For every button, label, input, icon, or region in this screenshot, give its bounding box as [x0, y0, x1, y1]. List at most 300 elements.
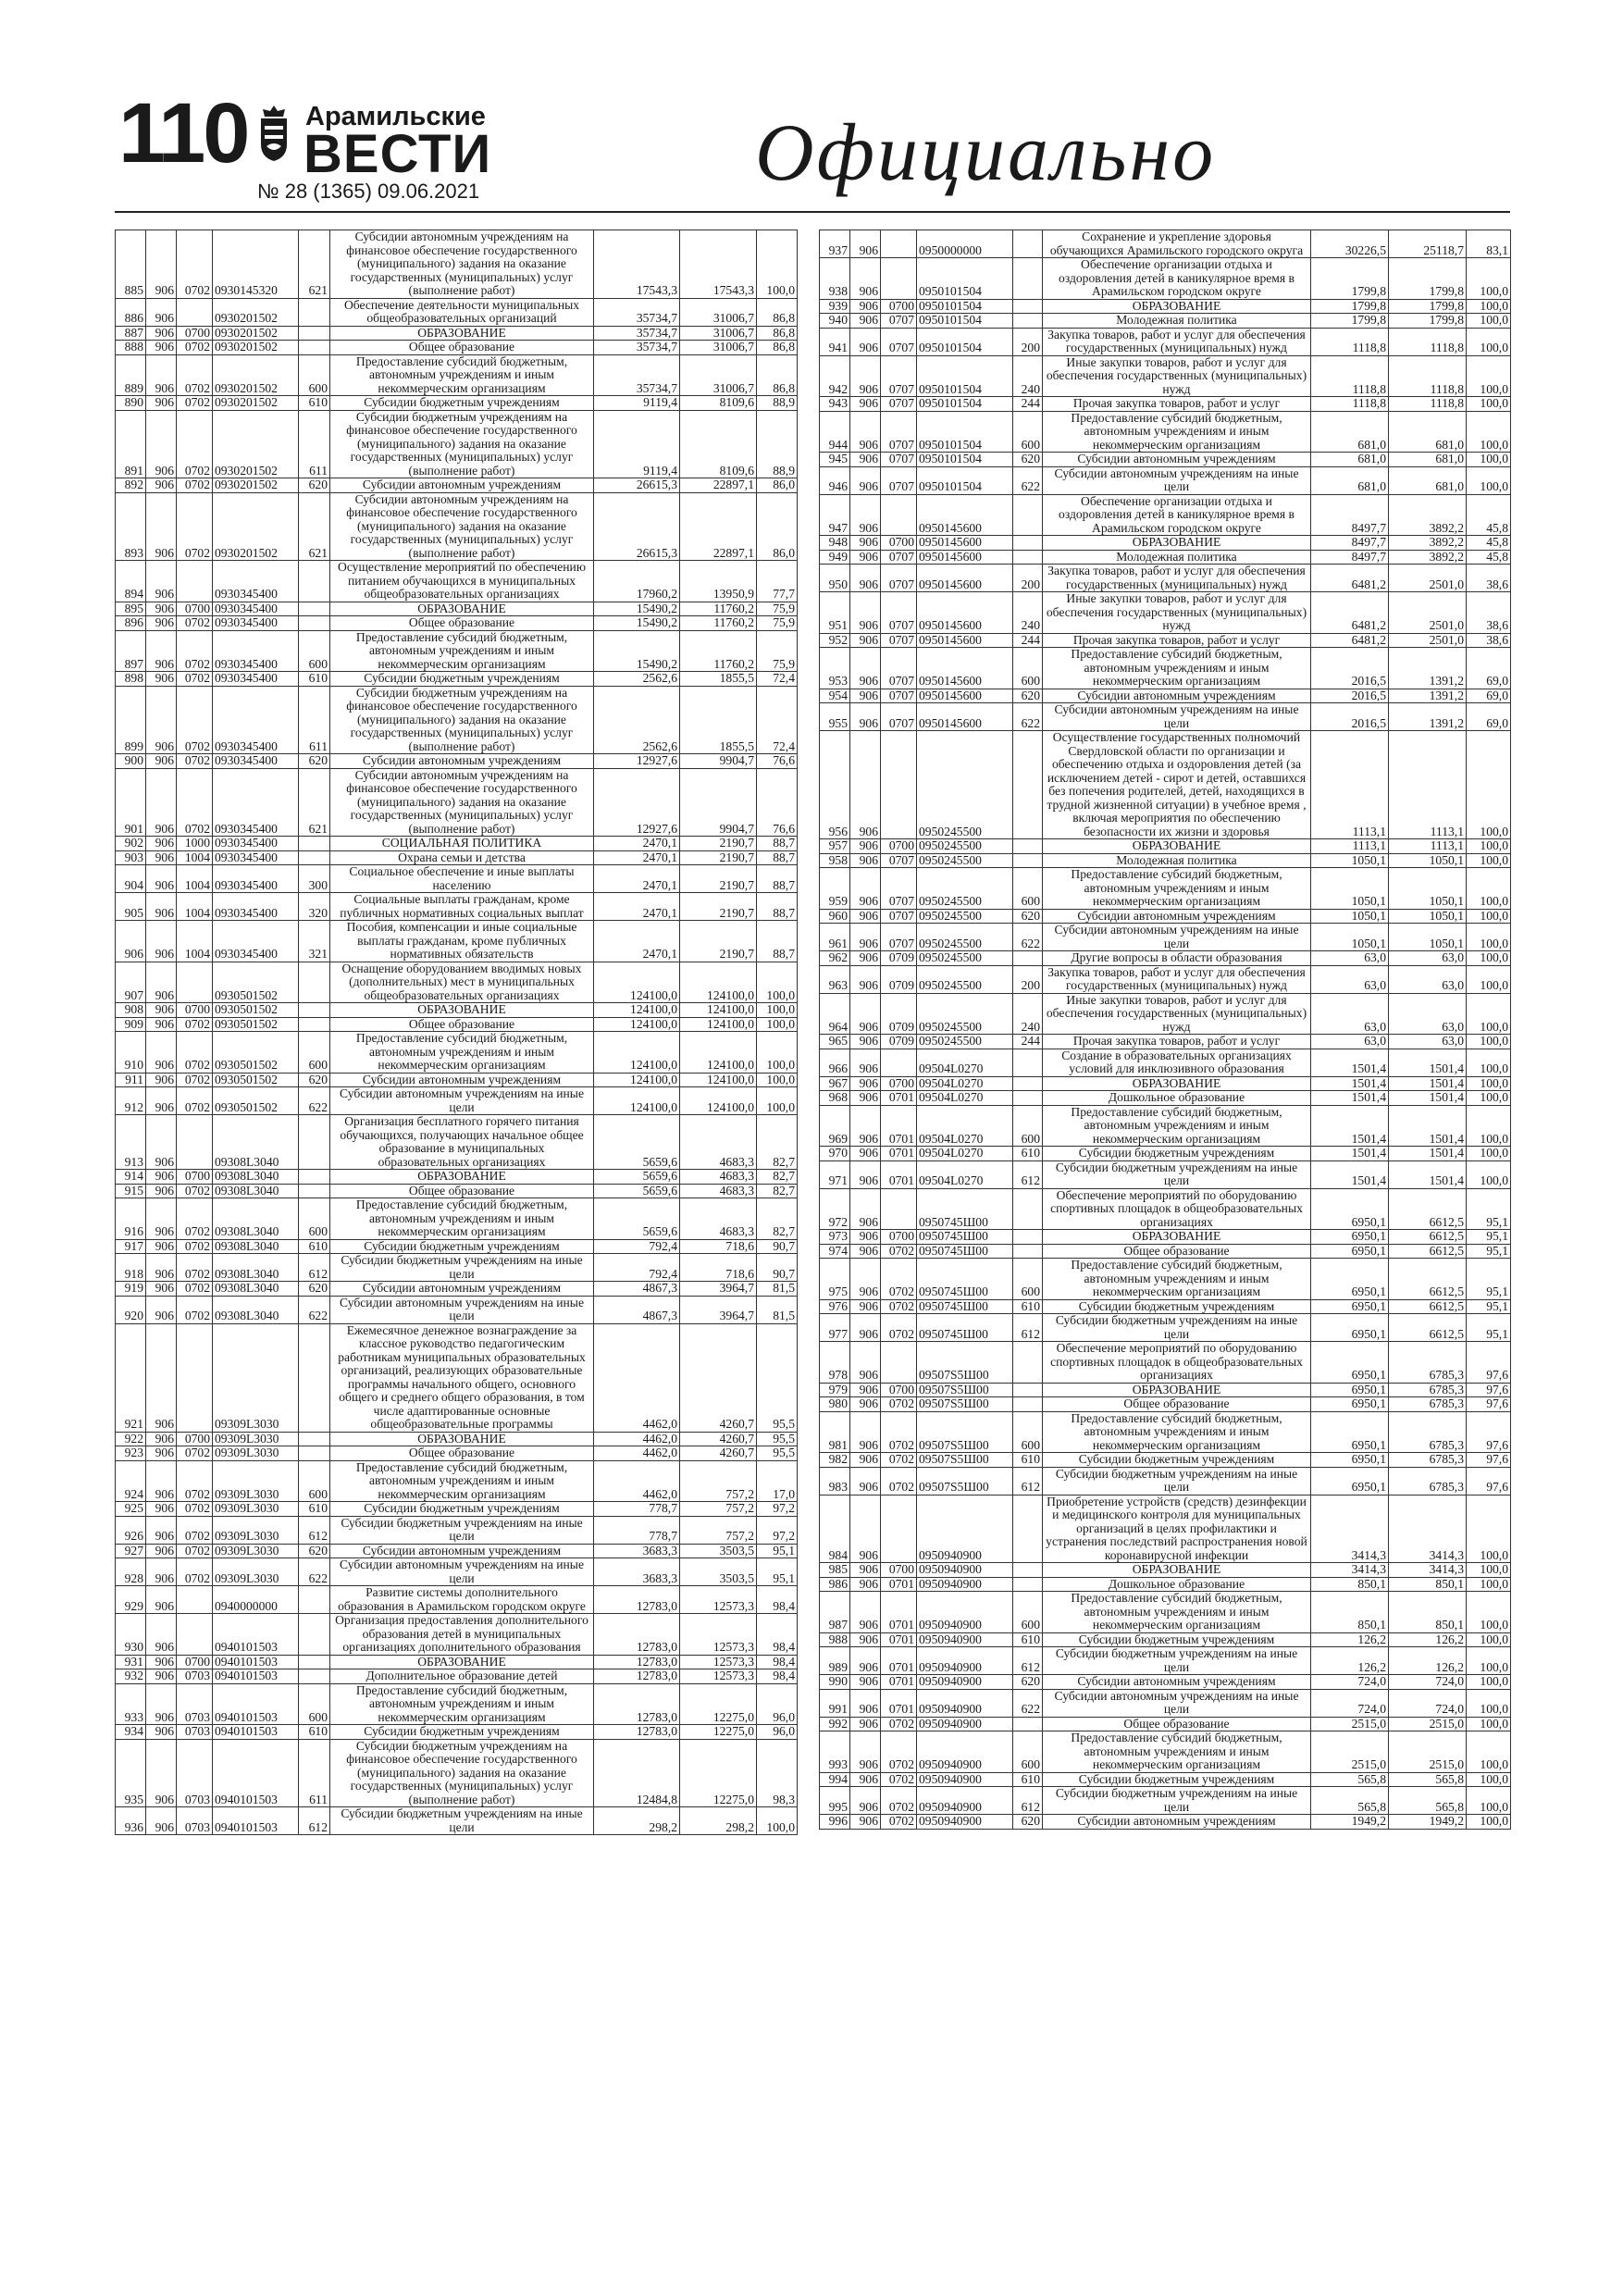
table-row — [116, 1323, 798, 1432]
item-name: Прочая закупка товаров, работ и услуг — [1043, 1035, 1311, 1049]
section-code: 0702 — [177, 1032, 213, 1074]
planned-amount: 681,0 — [1311, 466, 1389, 494]
row-number: 932 — [116, 1669, 146, 1684]
planned-amount: 8497,7 — [1311, 494, 1389, 536]
expense-type — [1013, 494, 1043, 536]
item-name: Общее образование — [330, 341, 594, 355]
table-row — [820, 1815, 1511, 1830]
executed-amount: 12275,0 — [680, 1725, 757, 1740]
expense-type: 240 — [1013, 355, 1043, 397]
table-row — [820, 1188, 1511, 1230]
row-number: 894 — [116, 561, 146, 602]
expense-type: 612 — [299, 1807, 330, 1835]
expense-type: 321 — [299, 921, 330, 962]
table-row — [820, 1592, 1511, 1633]
ministry-code: 906 — [146, 1073, 177, 1087]
section-code — [177, 1614, 213, 1656]
ministry-code: 906 — [850, 951, 881, 966]
planned-amount: 126,2 — [1311, 1647, 1389, 1675]
percent-executed: 77,7 — [757, 561, 798, 602]
target-code: 0930345400 — [213, 630, 299, 672]
section-code: 0701 — [881, 1091, 917, 1106]
percent-executed: 97,6 — [1467, 1342, 1511, 1384]
expense-type: 612 — [1013, 1314, 1043, 1342]
percent-executed: 88,7 — [757, 921, 798, 962]
planned-amount: 5659,6 — [594, 1115, 680, 1170]
section-code: 0702 — [177, 1239, 213, 1254]
planned-amount: 63,0 — [1311, 993, 1389, 1035]
ministry-code: 906 — [146, 1032, 177, 1074]
target-code: 0930345400 — [213, 616, 299, 631]
percent-executed: 100,0 — [1467, 924, 1511, 951]
table-row — [820, 536, 1511, 551]
budget-table-left — [115, 230, 798, 1835]
table-row — [116, 1502, 798, 1517]
expense-type: 610 — [299, 1239, 330, 1254]
expense-type — [299, 326, 330, 341]
expense-type: 620 — [299, 754, 330, 769]
target-code: 0930201502 — [213, 492, 299, 561]
target-code: 0950940900 — [917, 1731, 1013, 1773]
executed-amount: 3414,3 — [1389, 1563, 1467, 1578]
executed-amount: 1799,8 — [1389, 314, 1467, 329]
item-name: Общее образование — [1043, 1244, 1311, 1259]
item-name: ОБРАЗОВАНИЕ — [1043, 536, 1311, 551]
expense-type — [299, 1586, 330, 1614]
executed-amount: 126,2 — [1389, 1632, 1467, 1647]
section-code: 0700 — [881, 299, 917, 314]
ministry-code: 906 — [146, 410, 177, 478]
executed-amount: 6785,3 — [1389, 1467, 1467, 1495]
item-name: Сохранение и укрепление здоровья обучающихся Арамильского городского округа — [1043, 230, 1311, 258]
ministry-code: 906 — [146, 1614, 177, 1656]
ministry-code: 906 — [850, 565, 881, 592]
row-number: 942 — [820, 355, 850, 397]
target-code: 09507S5Ш00 — [917, 1467, 1013, 1495]
target-code: 0950745Ш00 — [917, 1230, 1013, 1245]
target-code: 0930501502 — [213, 1003, 299, 1018]
expense-type: 320 — [299, 893, 330, 921]
table-row — [820, 1397, 1511, 1412]
percent-executed: 72,4 — [757, 672, 798, 687]
table-row — [820, 550, 1511, 565]
target-code: 0950245500 — [917, 731, 1013, 839]
percent-executed: 100,0 — [1467, 965, 1511, 993]
table-row — [820, 703, 1511, 731]
item-name: Дошкольное образование — [1043, 1091, 1311, 1106]
ministry-code: 906 — [850, 592, 881, 634]
executed-amount: 6612,5 — [1389, 1230, 1467, 1245]
item-name: Субсидии автономным учреждениям — [1043, 1815, 1311, 1830]
section-code: 0707 — [881, 924, 917, 951]
percent-executed: 100,0 — [757, 1087, 798, 1115]
section-code: 0700 — [881, 1230, 917, 1245]
table-row — [820, 1411, 1511, 1453]
planned-amount: 8497,7 — [1311, 550, 1389, 565]
percent-executed: 95,1 — [1467, 1244, 1511, 1259]
item-name: Охрана семьи и детства — [330, 850, 594, 865]
table-row — [116, 1683, 798, 1725]
planned-amount: 6950,1 — [1311, 1259, 1389, 1300]
table-row — [820, 731, 1511, 839]
section-code: 1000 — [177, 837, 213, 851]
planned-amount: 1949,2 — [1311, 1815, 1389, 1830]
planned-amount: 63,0 — [1311, 951, 1389, 966]
section-code — [177, 962, 213, 1003]
executed-amount: 3503,5 — [680, 1544, 757, 1558]
ministry-code: 906 — [850, 1147, 881, 1161]
section-code: 0707 — [881, 397, 917, 412]
table-row — [116, 616, 798, 631]
ministry-code: 906 — [850, 1160, 881, 1188]
section-code: 0709 — [881, 1035, 917, 1049]
percent-executed: 97,6 — [1467, 1411, 1511, 1453]
row-number: 893 — [116, 492, 146, 561]
percent-executed: 38,6 — [1467, 633, 1511, 648]
planned-amount: 565,8 — [1311, 1787, 1389, 1815]
item-name: Субсидии автономным учреждениям — [330, 478, 594, 493]
percent-executed: 95,1 — [1467, 1259, 1511, 1300]
row-number: 980 — [820, 1397, 850, 1412]
target-code: 09308L3040 — [213, 1296, 299, 1323]
section-title: Официально — [755, 108, 1217, 198]
table-row — [820, 565, 1511, 592]
expense-type: 600 — [299, 1198, 330, 1240]
ministry-code: 906 — [146, 630, 177, 672]
row-number: 948 — [820, 536, 850, 551]
row-number: 990 — [820, 1675, 850, 1690]
target-code: 0950745Ш00 — [917, 1314, 1013, 1342]
section-code: 0700 — [177, 1003, 213, 1018]
item-name: Оснащение оборудованием вводимых новых (дополнительных) мест в муниципальных общеобразовательных организациях — [330, 962, 594, 1003]
table-row — [820, 1105, 1511, 1147]
ministry-code: 906 — [850, 1467, 881, 1495]
item-name: Субсидии бюджетным учреждениям — [1043, 1453, 1311, 1468]
item-name: Субсидии автономным учреждениям — [330, 1073, 594, 1087]
planned-amount: 12783,0 — [594, 1655, 680, 1669]
row-number: 969 — [820, 1105, 850, 1147]
section-code: 0702 — [177, 492, 213, 561]
expense-type: 620 — [299, 1073, 330, 1087]
ministry-code: 906 — [850, 1592, 881, 1633]
executed-amount: 12275,0 — [680, 1683, 757, 1725]
executed-amount: 4260,7 — [680, 1432, 757, 1446]
row-number: 981 — [820, 1411, 850, 1453]
executed-amount: 124100,0 — [680, 1003, 757, 1018]
ministry-code: 906 — [850, 1495, 881, 1563]
table-row — [820, 1731, 1511, 1773]
table-row — [820, 951, 1511, 966]
percent-executed: 100,0 — [1467, 1592, 1511, 1633]
percent-executed: 90,7 — [757, 1239, 798, 1254]
executed-amount: 22897,1 — [680, 478, 757, 493]
row-number: 891 — [116, 410, 146, 478]
section-code: 0702 — [177, 1558, 213, 1586]
executed-amount: 1050,1 — [1389, 924, 1467, 951]
ministry-code: 906 — [146, 1087, 177, 1115]
row-number: 929 — [116, 1586, 146, 1614]
item-name: ОБРАЗОВАНИЕ — [330, 326, 594, 341]
row-number: 933 — [116, 1683, 146, 1725]
percent-executed: 100,0 — [1467, 868, 1511, 910]
executed-amount: 11760,2 — [680, 630, 757, 672]
table-row — [116, 602, 798, 616]
percent-executed: 100,0 — [1467, 1076, 1511, 1091]
section-code: 0707 — [881, 868, 917, 910]
row-number: 925 — [116, 1502, 146, 1517]
ministry-code: 906 — [850, 1731, 881, 1773]
planned-amount: 9119,4 — [594, 410, 680, 478]
item-name: Общее образование — [1043, 1397, 1311, 1412]
item-name: Организация предоставления дополнительного образования детей в муниципальных организациях дополнительного образования — [330, 1614, 594, 1656]
planned-amount: 15490,2 — [594, 630, 680, 672]
table-row — [820, 1453, 1511, 1468]
executed-amount: 124100,0 — [680, 962, 757, 1003]
table-row — [116, 1170, 798, 1185]
section-code — [881, 1049, 917, 1076]
expense-type: 600 — [299, 1683, 330, 1725]
planned-amount: 15490,2 — [594, 602, 680, 616]
ministry-code: 906 — [146, 492, 177, 561]
row-number: 888 — [116, 341, 146, 355]
ministry-code: 906 — [850, 1342, 881, 1384]
expense-type — [299, 561, 330, 602]
section-code: 0702 — [881, 1244, 917, 1259]
table-row — [820, 494, 1511, 536]
ministry-code: 906 — [850, 924, 881, 951]
planned-amount: 2470,1 — [594, 865, 680, 893]
item-name: Предоставление субсидий бюджетным, автономным учреждениям и иным некоммерческим организациям — [330, 1032, 594, 1074]
table-row — [820, 453, 1511, 467]
expense-type — [1013, 1383, 1043, 1397]
expense-type: 600 — [299, 1460, 330, 1502]
target-code: 0950101504 — [917, 397, 1013, 412]
item-name: Субсидии автономным учреждениям на иные цели — [1043, 466, 1311, 494]
item-name: Закупка товаров, работ и услуг для обеспечения государственных (муниципальных) нужд — [1043, 328, 1311, 355]
table-row — [116, 768, 798, 837]
percent-executed: 100,0 — [1467, 466, 1511, 494]
row-number: 959 — [820, 868, 850, 910]
section-code: 0707 — [881, 550, 917, 565]
percent-executed: 72,4 — [757, 686, 798, 754]
target-code: 0930345400 — [213, 865, 299, 893]
section-code: 0701 — [881, 1592, 917, 1633]
executed-amount: 25118,7 — [1389, 230, 1467, 258]
section-code: 0701 — [881, 1147, 917, 1161]
executed-amount: 1113,1 — [1389, 731, 1467, 839]
target-code: 09507S5Ш00 — [917, 1453, 1013, 1468]
ministry-code: 906 — [146, 1254, 177, 1282]
ministry-code: 906 — [850, 1259, 881, 1300]
item-name: Субсидии автономным учреждениям — [1043, 1675, 1311, 1690]
row-number: 936 — [116, 1807, 146, 1835]
planned-amount: 4462,0 — [594, 1432, 680, 1446]
planned-amount: 1501,4 — [1311, 1147, 1389, 1161]
executed-amount: 850,1 — [1389, 1577, 1467, 1592]
executed-amount: 126,2 — [1389, 1647, 1467, 1675]
planned-amount: 724,0 — [1311, 1689, 1389, 1717]
row-number: 908 — [116, 1003, 146, 1018]
target-code: 0950940900 — [917, 1772, 1013, 1787]
ministry-code: 906 — [850, 1383, 881, 1397]
row-number: 979 — [820, 1383, 850, 1397]
percent-executed: 88,9 — [757, 410, 798, 478]
section-code: 0701 — [881, 1689, 917, 1717]
ministry-code: 906 — [146, 354, 177, 396]
item-name: Общее образование — [330, 1446, 594, 1461]
executed-amount: 681,0 — [1389, 453, 1467, 467]
executed-amount: 17543,3 — [680, 230, 757, 299]
item-name: Обеспечение мероприятий по оборудованию спортивных площадок в общеобразовательных организациях — [1043, 1342, 1311, 1384]
item-name: Субсидии бюджетным учреждениям на иные цели — [1043, 1160, 1311, 1188]
planned-amount: 778,7 — [594, 1502, 680, 1517]
target-code: 0950940900 — [917, 1592, 1013, 1633]
table-row — [116, 1032, 798, 1074]
target-code: 0940101503 — [213, 1807, 299, 1835]
executed-amount: 4683,3 — [680, 1198, 757, 1240]
executed-amount: 1118,8 — [1389, 397, 1467, 412]
row-number: 975 — [820, 1259, 850, 1300]
section-code: 0700 — [177, 602, 213, 616]
ministry-code: 906 — [146, 1516, 177, 1544]
row-number: 993 — [820, 1731, 850, 1773]
row-number: 890 — [116, 396, 146, 411]
executed-amount: 31006,7 — [680, 341, 757, 355]
executed-amount: 6612,5 — [1389, 1188, 1467, 1230]
expense-type: 244 — [1013, 397, 1043, 412]
section-code: 0702 — [881, 1815, 917, 1830]
executed-amount: 124100,0 — [680, 1073, 757, 1087]
section-code: 1004 — [177, 865, 213, 893]
section-code: 0702 — [177, 1544, 213, 1558]
section-code: 0702 — [177, 478, 213, 493]
ministry-code: 906 — [850, 1675, 881, 1690]
ministry-code: 906 — [850, 965, 881, 993]
planned-amount: 2016,5 — [1311, 703, 1389, 731]
expense-type — [299, 1669, 330, 1684]
table-row — [820, 853, 1511, 868]
table-row — [820, 1076, 1511, 1091]
table-row — [116, 754, 798, 769]
target-code: 0950940900 — [917, 1647, 1013, 1675]
percent-executed: 100,0 — [1467, 1731, 1511, 1773]
ministry-code: 906 — [850, 466, 881, 494]
item-name: ОБРАЗОВАНИЕ — [330, 1170, 594, 1185]
section-code: 0702 — [881, 1453, 917, 1468]
section-code: 0707 — [881, 453, 917, 467]
executed-amount: 4683,3 — [680, 1115, 757, 1170]
item-name: Закупка товаров, работ и услуг для обеспечения государственных (муниципальных) нужд — [1043, 965, 1311, 993]
expense-type: 240 — [1013, 592, 1043, 634]
percent-executed: 100,0 — [1467, 1632, 1511, 1647]
planned-amount: 12783,0 — [594, 1669, 680, 1684]
item-name: Закупка товаров, работ и услуг для обеспечения государственных (муниципальных) нужд — [1043, 565, 1311, 592]
section-code: 0707 — [881, 592, 917, 634]
target-code: 09504L0270 — [917, 1105, 1013, 1147]
planned-amount: 1799,8 — [1311, 314, 1389, 329]
expense-type: 620 — [1013, 689, 1043, 703]
ministry-code: 906 — [146, 1323, 177, 1432]
item-name: Обеспечение мероприятий по оборудованию спортивных площадок в общеобразовательных организациях — [1043, 1188, 1311, 1230]
target-code: 0950245500 — [917, 909, 1013, 924]
target-code: 0950245500 — [917, 924, 1013, 951]
expense-type — [299, 602, 330, 616]
ministry-code: 906 — [146, 1003, 177, 1018]
ministry-code: 906 — [850, 1188, 881, 1230]
table-row — [116, 1446, 798, 1461]
percent-executed: 100,0 — [1467, 853, 1511, 868]
table-row — [820, 592, 1511, 634]
percent-executed: 98,4 — [757, 1614, 798, 1656]
percent-executed: 96,0 — [757, 1683, 798, 1725]
target-code: 0950145600 — [917, 689, 1013, 703]
row-number: 972 — [820, 1188, 850, 1230]
table-row — [116, 1198, 798, 1240]
section-code: 0702 — [177, 1460, 213, 1502]
executed-amount: 4260,7 — [680, 1323, 757, 1432]
ministry-code: 906 — [146, 616, 177, 631]
target-code: 0950940900 — [917, 1815, 1013, 1830]
item-name: Молодежная политика — [1043, 550, 1311, 565]
planned-amount: 6950,1 — [1311, 1453, 1389, 1468]
row-number: 994 — [820, 1772, 850, 1787]
ministry-code: 906 — [146, 326, 177, 341]
item-name: Прочая закупка товаров, работ и услуг — [1043, 397, 1311, 412]
planned-amount: 1113,1 — [1311, 839, 1389, 854]
section-code: 0702 — [881, 1467, 917, 1495]
item-name: Субсидии автономным учреждениям на иные цели — [1043, 924, 1311, 951]
percent-executed: 97,6 — [1467, 1467, 1511, 1495]
row-number: 914 — [116, 1170, 146, 1185]
planned-amount: 4462,0 — [594, 1460, 680, 1502]
section-code: 0707 — [881, 355, 917, 397]
planned-amount: 2470,1 — [594, 921, 680, 962]
ministry-code: 906 — [146, 1586, 177, 1614]
item-name: Ежемесячное денежное вознаграждение за классное руководство педагогическим работникам муниципальных образовательных организаций, реализующих образовательные программы начального общего, основного общего и среднего общего образования, в том числе адаптированные основные общеобразовательные программы — [330, 1323, 594, 1432]
section-code: 0702 — [177, 410, 213, 478]
executed-amount: 9904,7 — [680, 768, 757, 837]
expense-type — [1013, 1091, 1043, 1106]
row-number: 934 — [116, 1725, 146, 1740]
table-row — [820, 397, 1511, 412]
expense-type: 612 — [299, 1516, 330, 1544]
expense-type: 620 — [1013, 453, 1043, 467]
row-number: 905 — [116, 893, 146, 921]
executed-amount: 2190,7 — [680, 921, 757, 962]
table-row — [820, 1717, 1511, 1731]
ministry-code: 906 — [146, 768, 177, 837]
table-row — [116, 1254, 798, 1282]
expense-type: 612 — [1013, 1787, 1043, 1815]
target-code: 0950940900 — [917, 1787, 1013, 1815]
brand-name-top: Арамильские — [305, 102, 486, 131]
target-code: 0950245500 — [917, 839, 1013, 854]
item-name: Субсидии бюджетным учреждениям на иные цели — [330, 1516, 594, 1544]
item-name: Субсидии автономным учреждениям на иные цели — [330, 1296, 594, 1323]
ministry-code: 906 — [146, 1198, 177, 1240]
expense-type: 200 — [1013, 965, 1043, 993]
executed-amount: 1855,5 — [680, 686, 757, 754]
executed-amount: 3892,2 — [1389, 494, 1467, 536]
ministry-code: 906 — [146, 1432, 177, 1446]
planned-amount: 4867,3 — [594, 1296, 680, 1323]
percent-executed: 100,0 — [1467, 1049, 1511, 1076]
row-number: 910 — [116, 1032, 146, 1074]
table-row — [820, 1383, 1511, 1397]
planned-amount: 1113,1 — [1311, 731, 1389, 839]
target-code: 0950145600 — [917, 536, 1013, 551]
table-row — [116, 1558, 798, 1586]
